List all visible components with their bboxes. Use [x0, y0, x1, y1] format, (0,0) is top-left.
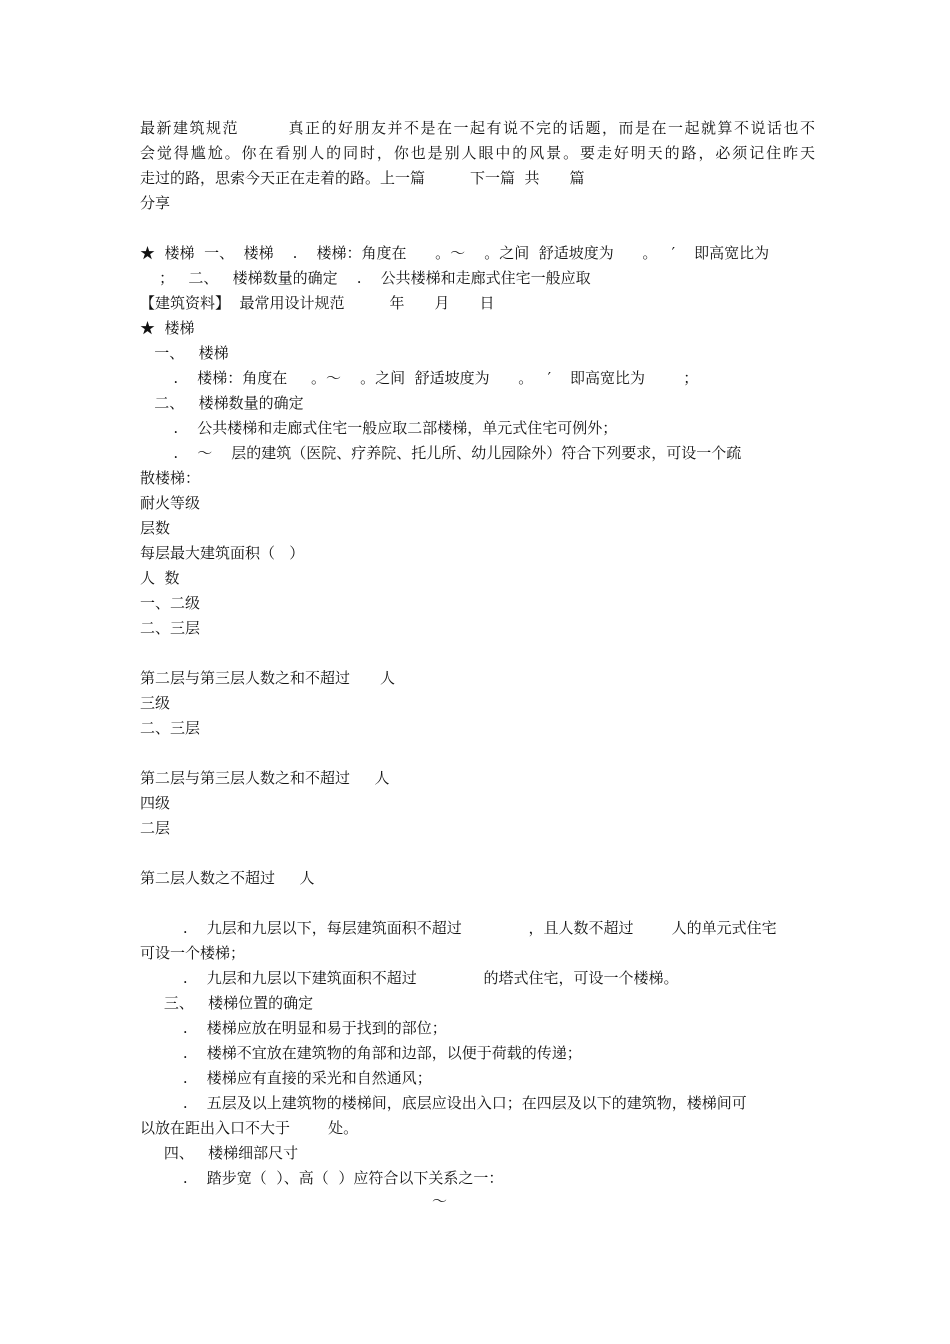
- text-line: 散楼梯：: [140, 469, 201, 487]
- table-cell: 三级: [140, 694, 171, 712]
- text-line: . ～ 层的建筑（医院、疗养院、托儿所、幼儿园除外）符合下列要求，可设一个疏: [140, 444, 742, 462]
- table-cell: 人 数: [140, 569, 180, 587]
- section-title: ★ 楼梯: [140, 319, 195, 337]
- text-line: . 九层和九层以下，每层建筑面积不超过 ，且人数不超过 人的单元式住宅: [140, 919, 777, 937]
- table-cell: 二、三层: [140, 719, 201, 737]
- table-cell: 耐火等级: [140, 494, 201, 512]
- table-cell: 二、三层: [140, 619, 201, 637]
- table-cell: 第二层人数之不超过 人: [140, 869, 315, 887]
- text-line: . 九层和九层以下建筑面积不超过 的塔式住宅，可设一个楼梯。: [140, 969, 679, 987]
- share-link[interactable]: 分享: [140, 194, 171, 212]
- text-line: 【建筑资料】 最常用设计规范 年 月 日: [140, 294, 495, 312]
- text-line: 会觉得尴尬。你在看别人的同时，你也是别人眼中的风景。要走好明天的路，必须记住昨天: [140, 144, 815, 162]
- text-line: . 楼梯应放在明显和易于找到的部位；: [140, 1019, 447, 1037]
- text-line: 走过的路，思索今天正在走着的路。上一篇 下一篇 共 篇: [140, 169, 585, 187]
- text-line: 二、 楼梯数量的确定: [140, 394, 304, 412]
- text-line: 可设一个楼梯；: [140, 944, 246, 962]
- table-cell: 二层: [140, 819, 171, 837]
- text-line: 一、 楼梯: [140, 344, 229, 362]
- text-line: . 楼梯：角度在 。～ 。之间 舒适坡度为 。 ′ 即高宽比为 ；: [140, 369, 699, 387]
- text-line: . 公共楼梯和走廊式住宅一般应取二部楼梯，单元式住宅可例外；: [140, 419, 618, 437]
- text-line: . 五层及以上建筑物的楼梯间，底层应设出入口；在四层及以下的建筑物，楼梯间可: [140, 1094, 747, 1112]
- text-line: 四、 楼梯细部尺寸: [140, 1144, 299, 1162]
- text-line: 三、 楼梯位置的确定: [140, 994, 314, 1012]
- table-cell: 层数: [140, 519, 171, 537]
- text-line: ★ 楼梯 一、 楼梯 . 楼梯：角度在 。～ 。之间 舒适坡度为 。 ′ 即高宽比为: [140, 244, 770, 262]
- text-line: 以放在距出入口不大于 处。: [140, 1119, 359, 1137]
- text-line: ； 二、 楼梯数量的确定 . 公共楼梯和走廊式住宅一般应取: [140, 269, 591, 287]
- table-cell: 一、二级: [140, 594, 201, 612]
- text-line: . 踏步宽（ ）、高（ ）应符合以下关系之一：: [140, 1169, 504, 1187]
- table-cell: 四级: [140, 794, 171, 812]
- table-cell: 每层最大建筑面积（ ）: [140, 544, 305, 562]
- table-cell: 第二层与第三层人数之和不超过 人: [140, 769, 390, 787]
- text-line: 最新建筑规范 真正的好朋友并不是在一起有说不完的话题，而是在一起就算不说话也不: [140, 119, 815, 137]
- table-cell: 第二层与第三层人数之和不超过 人: [140, 669, 396, 687]
- text-line: . 楼梯应有直接的采光和自然通风；: [140, 1069, 432, 1087]
- text-line: . 楼梯不宜放在建筑物的角部和边部，以便于荷载的传递；: [140, 1044, 582, 1062]
- formula-tilde: ～: [432, 1192, 448, 1210]
